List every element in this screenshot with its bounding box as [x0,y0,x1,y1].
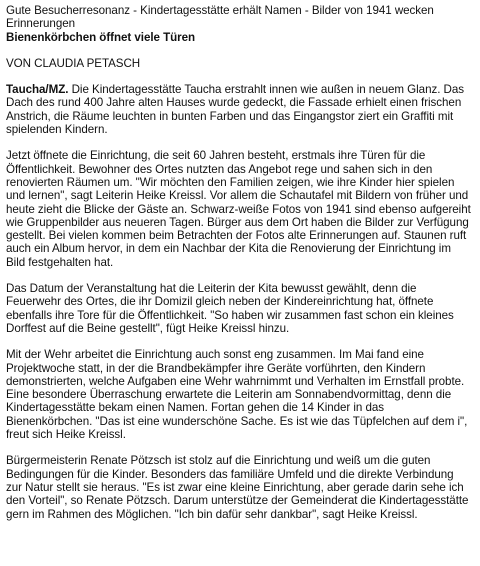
paragraph-1 [6,83,472,136]
article-dateline: Taucha/MZ. [6,83,69,97]
paragraph-5: Bürgermeisterin Renate Pötzsch ist stolz auf die Einrichtung und weiß um die guten Bedingungen für die Kinder. Besonders das familiäre Umfeld und die direkte Verbindung zur Natur stellt sie heraus. "Es ist zwar eine kleine Einrichtung, aber gerade darin sehe ich den Vorteil", so Renate Pötzsch. Darum unterstütze der Gemeinderat die Kindertagesstätte gern im Rahmen des Möglichen. "Ich bin dafür sehr dankbar", sagt Heike Kreissl. [6,454,469,521]
paragraph-4: Mit der Wehr arbeitet die Einrichtung auch sonst eng zusammen. Im Mai fand eine Projektwoche statt, in der die Brandbekämpfer ihre Geräte vorführten, den Kindern demonstrierten, welche Aufgaben eine Wehr wahrnimmt und Verhalten im Ernstfall probte. Eine besondere Überraschung erwartete die Leiterin am Sonnabendvormittag, denn die Kindertagesstätte bekam einen Namen. Fortan gehen die 14 Kinder in das Bienenkörbchen. "Das ist eine wunderschöne Sache. Es ist wie das Tüpfelchen auf dem i", freut sich Heike Kreissl. [6,348,468,442]
paragraph-2: Jetzt öffnete die Einrichtung, die seit 60 Jahren besteht, erstmals ihre Türen für die Öffentlichkeit. Bewohner des Ortes nutzten das Angebot rege und sahen sich in den renovierten Räumen um. "Wir möchten den Familien zeigen, wie ihre Kinder hier spielen und lernen", sagt Leiterin Heike Kreissl. Vor allem die Schautafel mit Bildern von früher und heute zieht die Blicke der Gäste an. Schwarz-weiße Fotos von 1941 sind ebenso aufgereiht wie Gruppenbilder aus neueren Tagen. Bürger aus dem Ort haben die Bilder zur Verfügung gestellt. Bei vielen kommen beim Betrachten der Fotos alte Erinnerungen auf. Staunen ruft auch ein Album hervor, in dem ein Nachbar der Kita die Renovierung der Einrichtung im Bild festgehalten hat. [6,149,471,269]
article-headline: Gute Besucherresonanz - Kindertagesstätte erhält Namen - Bilder von 1941 wecken Erinnerungen [6,4,434,31]
article-subheadline: Bienenkörbchen öffnet viele Türen [6,30,196,44]
article-byline: VON CLAUDIA PETASCH [6,56,141,70]
newspaper-article [6,4,472,521]
paragraph-3: Das Datum der Veranstaltung hat die Leiterin der Kita bewusst gewählt, denn die Feuerwehr des Ortes, die ihr Domizil gleich neben der Kindereinrichtung hat, öffnete ebenfalls ihre Tore für die Öffentlichkeit. "So haben wir zusammen fast schon ein kleines Dorffest auf die Beine gestellt", fügt Heike Kreissl hinzu. [6,282,454,335]
paragraph-1-text: Die Kindertagesstätte Taucha erstrahlt innen wie außen in neuem Glanz. Das Dach des rund 400 Jahre alten Hauses wurde gedeckt, die Fassade erhielt einen frischen Anstrich, die Räume leuchten in bunten Farben und das Eingangstor ziert ein Graffiti mit spielenden Kindern. [6,83,465,137]
